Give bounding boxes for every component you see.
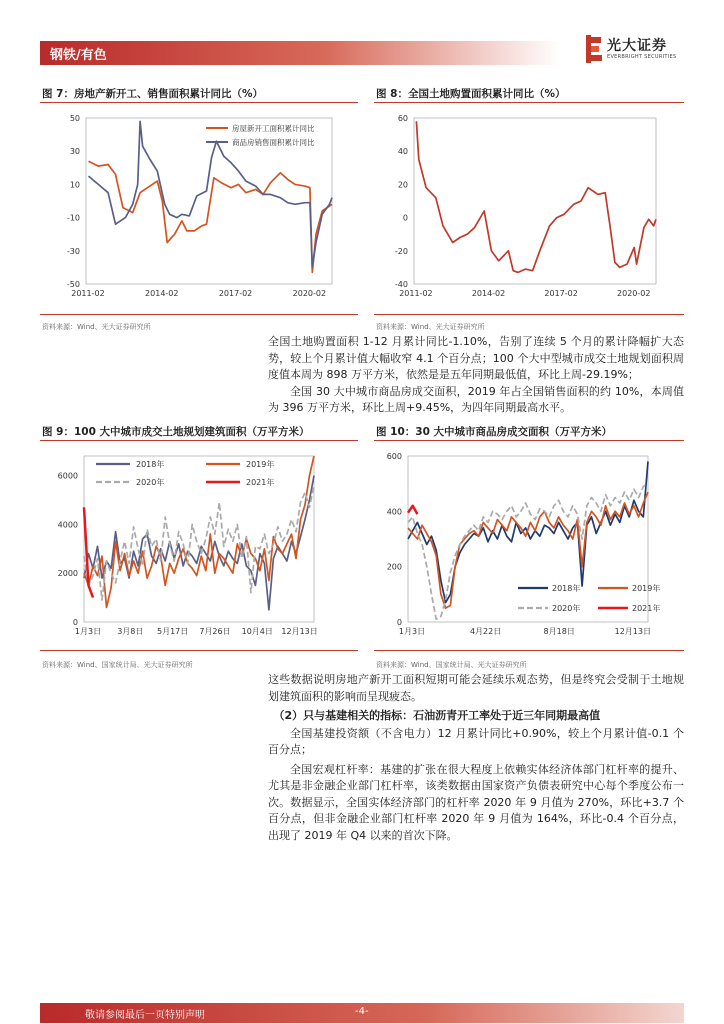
fig9-rule (40, 440, 358, 441)
fig10-series-0-line (408, 462, 648, 603)
fig7-ytick-label: -50 (66, 280, 80, 289)
fig10-xtick-label: 1月3日 (398, 627, 426, 636)
fig9-ytick-label: 4000 (57, 520, 78, 530)
fig9-ytick-label: 6000 (57, 471, 78, 481)
fig7-chart (40, 106, 358, 306)
section-title: 钢铁/有色 (50, 48, 107, 63)
fig7-xtick-label: 2014-02 (145, 289, 179, 298)
fig10-legend-label: 2020年 (552, 604, 581, 613)
logo-text-en: EVERBRIGHT SECURITIES (607, 54, 677, 60)
fig10-series-1-line (408, 492, 648, 608)
fig7-xtick-label: 2017-02 (218, 289, 253, 298)
section-heading-infrastructure: （2）只与基建相关的指标：石油沥青开工率处于近三年同期最高值 (273, 709, 601, 722)
fig10-ytick-label: 0 (396, 618, 402, 627)
fig9-legend-label: 2021年 (246, 478, 275, 487)
fig7-source: 资料来源：Wind、光大证券研究所 (42, 323, 151, 331)
fig8-title: 图 8：全国土地购置面积累计同比（%） (376, 88, 566, 100)
fig8-rule (374, 102, 684, 103)
header-bar (40, 41, 560, 65)
fig8-ytick-label: -40 (394, 280, 408, 289)
fig10-chart (374, 444, 684, 644)
fig7-ytick-label: -10 (66, 213, 80, 223)
fig8-xtick-label: 2017-02 (544, 289, 578, 298)
fig9-series-1-line (84, 456, 314, 607)
fig10-legend-label: 2021年 (632, 604, 661, 613)
fig8-ytick-label: 20 (397, 180, 408, 190)
fig10-ytick-label: 400 (386, 507, 402, 517)
p1: 全国土地购置面积 1-12 月累计同比-1.10%，告别了连续 5 个月的累计降幅扩大态势，较上个月累计值大幅收窄 4.1 个百分点；100 个大中型城市成交土地规划面积周度值本周为 898 万平方米，依然是是五年同期最低值，环比上周-29.19%； (268, 335, 684, 381)
logo-icon (585, 35, 603, 63)
fig9-xtick-label: 3月8日 (117, 627, 144, 636)
fig9-title: 图 9：100 大中城市成交土地规划建筑面积（万平方米） (42, 426, 310, 438)
fig7-ytick-label: 10 (69, 180, 80, 190)
fig9-xtick-label: 5月17日 (156, 627, 189, 636)
fig8-chart (374, 106, 684, 306)
fig9-legend-label: 2018年 (136, 460, 165, 469)
fig7-xtick-label: 2020-02 (292, 289, 327, 298)
fig8-xtick-label: 2020-02 (617, 289, 651, 298)
fig9-legend-label: 2019年 (246, 460, 275, 469)
fig9-series-2-line (84, 485, 314, 600)
fig8-series-0-line (416, 121, 656, 272)
logo (585, 33, 695, 67)
paragraph-conclusion (268, 672, 684, 844)
fig10-source: 资料来源：Wind、国家统计局、光大证券研究所 (376, 661, 527, 669)
fig8-bottom-rule (374, 314, 684, 315)
fig8-xtick-label: 2011-02 (399, 289, 433, 298)
fig9-chart (40, 444, 358, 644)
p5: 全国宏观杠杆率：基建的扩张在很大程度上依赖实体经济体部门杠杆率的提升、尤其是非金融企业部门杠杆率，该类数据由国家资产负债表研究中心每个季度公布一次。数据显示，全国实体经济部门的杠杆率 2020 年 9 月值为 270%，环比+3.7 个百分点，但非金融企业部门杠杆率 2020 年 9 月值为 164%，环比-0.4 个百分点，出现了 2019 年 Q4 以来的首次下降。 (268, 762, 684, 842)
fig7-legend-label: 房屋新开工面积累计同比 (232, 124, 315, 133)
fig7-bottom-rule (40, 314, 358, 315)
fig8-xtick-label: 2014-02 (471, 289, 506, 298)
fig8-ytick-label: 40 (397, 147, 408, 157)
p4: 全国基建投资额（不含电力）12 月累计同比+0.90%，较上个月累计值-0.1 个百分点； (268, 726, 684, 756)
fig9-xtick-label: 1月3日 (74, 627, 102, 636)
fig10-bottom-rule (374, 650, 684, 651)
fig10-xtick-label: 4月22日 (469, 627, 502, 636)
fig9-xtick-label: 10月4日 (241, 627, 273, 636)
fig7-ytick-label: 50 (69, 114, 80, 123)
fig10-xtick-label: 12月13日 (614, 627, 651, 636)
fig9-bottom-rule (40, 650, 358, 651)
fig7-title: 图 7：房地产新开工、销售面积累计同比（%） (42, 88, 263, 100)
fig8-source: 资料来源：Wind、光大证券研究所 (376, 323, 485, 331)
fig8-ytick-label: 0 (402, 213, 408, 223)
fig9-series-3-line (84, 507, 93, 597)
fig8-plot-area (414, 118, 656, 284)
fig9-legend-label: 2020年 (136, 478, 165, 487)
fig10-legend-label: 2018年 (552, 584, 581, 593)
fig8-ytick-label: 60 (397, 114, 408, 123)
fig9-xtick-label: 7月26日 (199, 627, 231, 636)
fig9-xtick-label: 12月13日 (281, 627, 318, 636)
fig7-xtick-label: 2011-02 (71, 289, 105, 298)
p2: 全国 30 大中城市商品房成交面积，2019 年占全国销售面积的约 10%，本周值为 396 万平方米，环比上周+9.45%，为四年同期最高水平。 (268, 384, 684, 414)
fig10-title: 图 10：30 大中城市商品房成交面积（万平方米） (376, 426, 613, 438)
fig9-ytick-label: 0 (72, 618, 78, 627)
paragraph-land-purchase (268, 334, 684, 417)
fig10-xtick-label: 8月18日 (543, 627, 575, 636)
fig10-legend-label: 2019年 (632, 584, 661, 593)
fig7-legend-label: 商品房销售面积累计同比 (232, 138, 315, 147)
p3: 这些数据说明房地产新开工面积短期可能会延续乐观态势，但是终究会受制于土地规划建筑面积的影响而呈现疲态。 (268, 673, 684, 703)
fig7-rule (40, 102, 358, 103)
page-number: -4- (355, 1006, 369, 1017)
fig7-ytick-label: -30 (66, 246, 80, 256)
fig9-ytick-label: 2000 (57, 569, 78, 579)
logo-text-cn: 光大证券 (607, 38, 667, 54)
fig9-source: 资料来源：Wind、国家统计局、光大证券研究所 (42, 661, 193, 669)
fig8-ytick-label: -20 (394, 246, 408, 256)
fig7-ytick-label: 30 (69, 147, 80, 157)
fig9-plot-area (84, 456, 314, 622)
fig10-ytick-label: 600 (386, 452, 402, 461)
fig9-series-0-line (84, 476, 314, 610)
footer-disclaimer: 敬请参阅最后一页特别声明 (85, 1010, 205, 1021)
fig10-rule (374, 440, 684, 441)
fig10-series-3-line (408, 506, 417, 514)
fig10-ytick-label: 200 (386, 562, 402, 572)
